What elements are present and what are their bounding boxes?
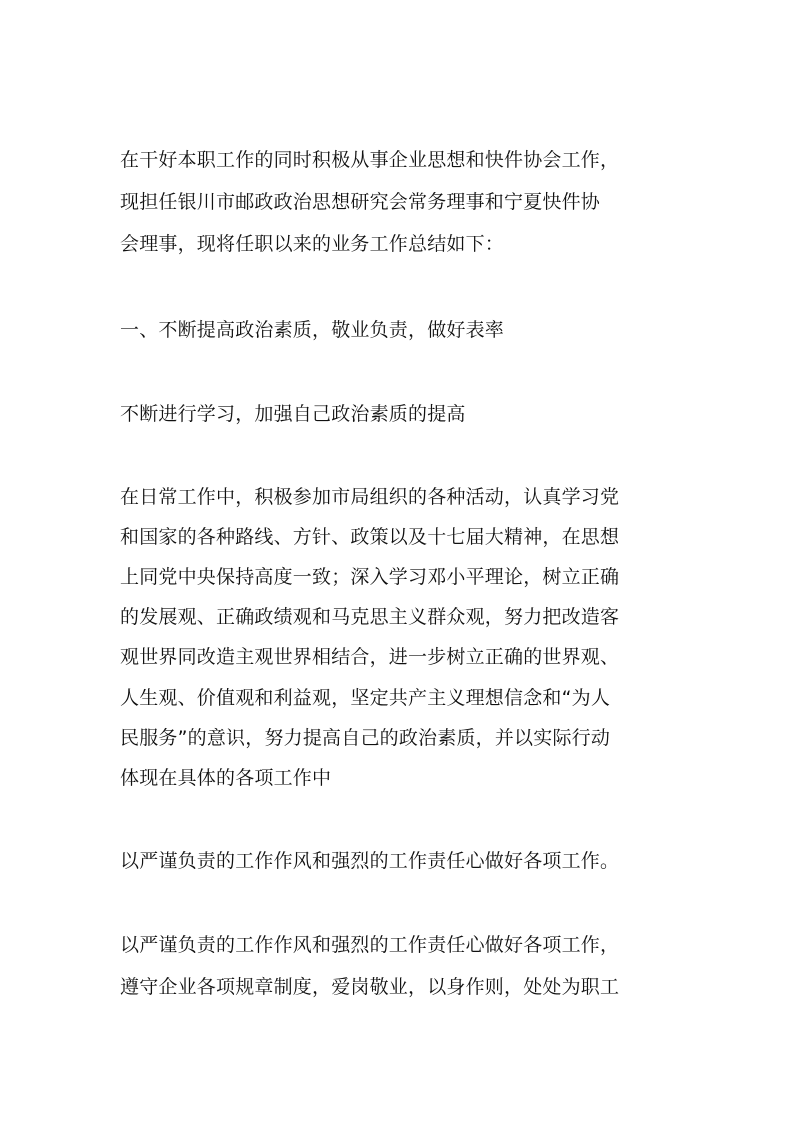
section-heading: 一、不断提高政治素质，敬业负责，做好表率 <box>120 319 505 341</box>
paragraph-4-line-7: 民服务”的意识，努力提高自己的政治素质，并以实际行动 <box>120 727 611 749</box>
paragraph-4-line-6: 人生观、价值观和利益观，坚定共产主义理想信念和“为人 <box>120 687 611 709</box>
paragraph-1-line-3: 会理事，现将任职以来的业务工作总结如下： <box>120 233 505 255</box>
paragraph-4-line-2: 和国家的各种路线、方针、政策以及十七届大精神，在思想 <box>120 526 620 548</box>
paragraph-1-line-2: 现担任银川市邮政政治思想研究会常务理事和宁夏快件协 <box>120 191 601 213</box>
document-page <box>120 0 700 1123</box>
paragraph-6-line-1: 以严谨负责的工作作风和强烈的工作责任心做好各项工作， <box>120 934 620 956</box>
paragraph-1-line-1: 在干好本职工作的同时积极从事企业思想和快件协会工作， <box>120 149 620 171</box>
paragraph-4-line-5: 观世界同改造主观世界相结合，进一步树立正确的世界观、 <box>120 646 620 668</box>
paragraph-5-line-1: 以严谨负责的工作作风和强烈的工作责任心做好各项工作。 <box>120 850 620 872</box>
paragraph-4-line-3: 上同党中央保持高度一致；深入学习邓小平理论，树立正确 <box>120 566 620 588</box>
paragraph-4-line-4: 的发展观、正确政绩观和马克思主义群众观，努力把改造客 <box>120 606 620 628</box>
paragraph-6-line-2: 遵守企业各项规章制度，爱岗敬业，以身作则，处处为职工 <box>120 976 620 998</box>
subsection-heading: 不断进行学习，加强自己政治素质的提高 <box>120 403 466 425</box>
paragraph-4-line-8: 体现在具体的各项工作中 <box>120 767 332 789</box>
paragraph-4-line-1: 在日常工作中，积极参加市局组织的各种活动，认真学习党 <box>120 486 620 508</box>
